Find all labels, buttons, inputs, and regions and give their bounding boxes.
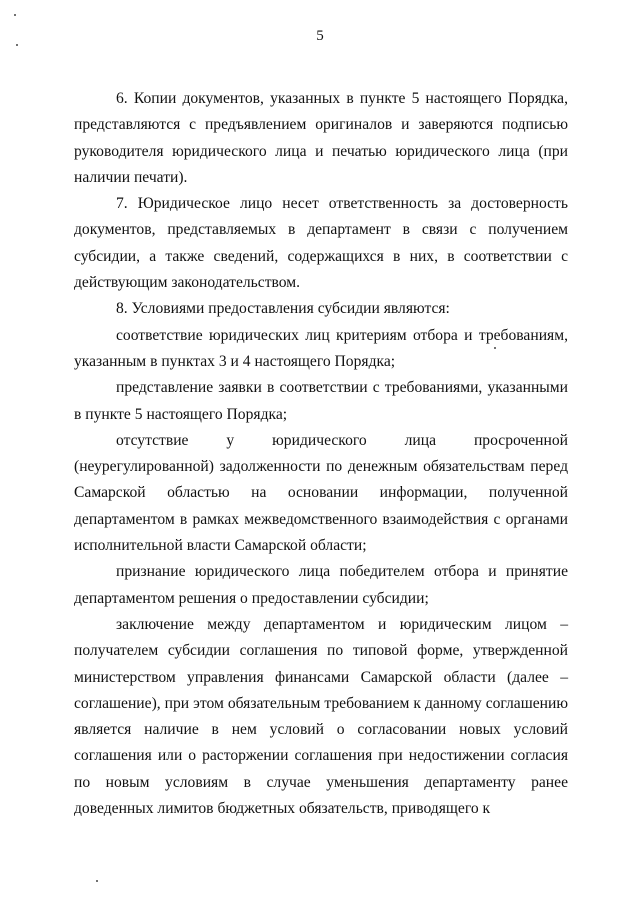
condition-criteria: соответствие юридических лиц критериям отбора и требованиям, указанным в пунктах 3 и 4 настоящего Порядка; (74, 326, 568, 370)
paragraph-6: 6. Копии документов, указанных в пункте 5 настоящего Порядка, представляются с предъявлением оригиналов и заверяются подписью руководителя юридического лица и печатью юридического лица (при наличии печати). (74, 90, 568, 186)
condition-agreement: заключение между департаментом и юридическим лицом – получателем субсидии соглашения по типовой форме, утвержденной министерством управления финансами Самарской области (далее – соглашение), при этом обязательным требованием к данному соглашению является наличие в нем условий о согласовании новых условий соглашения или о расторжении соглашения при недостижении согласия по новым условиям в случае уменьшения департаменту ранее доведенных лимитов бюджетных обязательств, приводящего к (74, 615, 568, 818)
paragraph-8-heading: 8. Условиями предоставления субсидии являются: (116, 300, 450, 318)
document-body (74, 86, 568, 822)
condition-no-debt: отсутствие у юридического лица просроченной (неурегулированной) задолженности по денежным обязательствам перед Самарской областью на основании информации, полученной департаментом в рамках межведомственного взаимодействия с органами исполнительной власти Самарской области; (74, 431, 568, 555)
scan-speck (14, 14, 16, 16)
page-number: 5 (316, 28, 324, 44)
condition-application: представление заявки в соответствии с требованиями, указанными в пункте 5 настоящего Порядка; (74, 379, 568, 423)
condition-winner: признание юридического лица победителем отбора и принятие департаментом решения о предоставлении субсидии; (74, 563, 568, 607)
paragraph-7: 7. Юридическое лицо несет ответственность за достоверность документов, представляемых в департамент в связи с получением субсидии, а также сведений, содержащихся в них, в соответствии с действующим законодательством. (74, 195, 568, 292)
scan-speck (96, 880, 98, 882)
